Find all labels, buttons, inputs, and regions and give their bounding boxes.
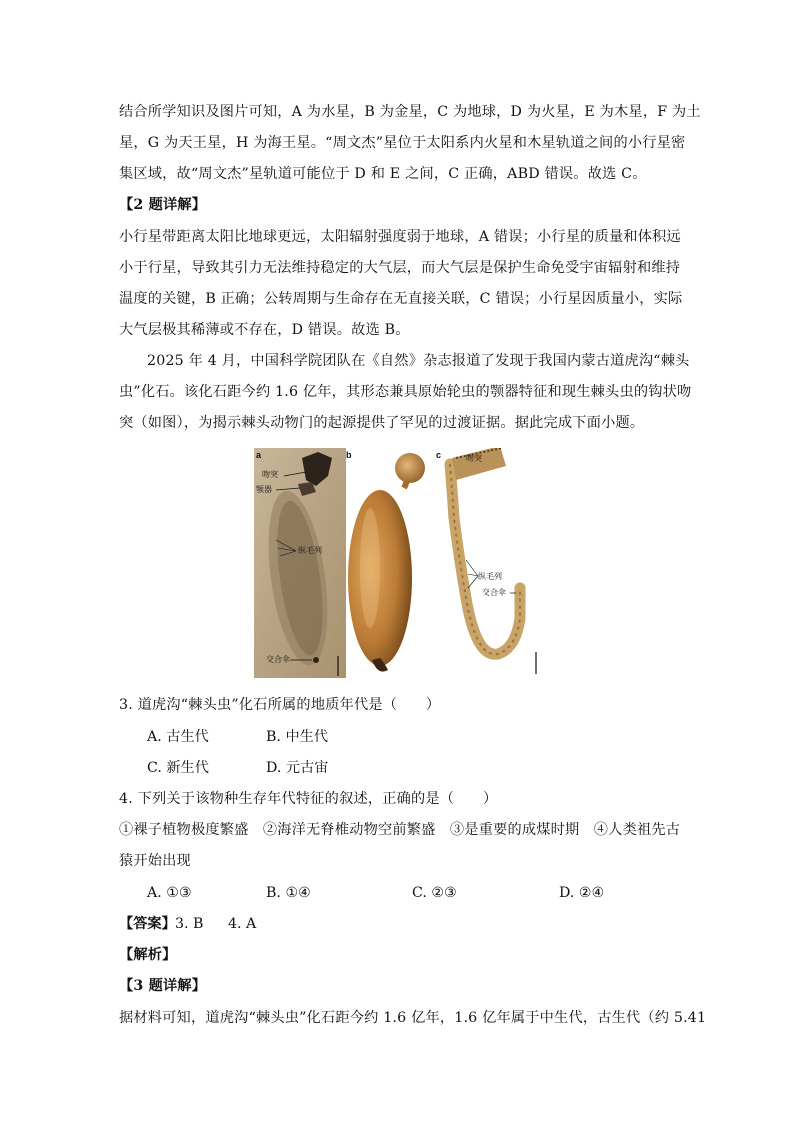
panel-b-label: b xyxy=(346,450,352,460)
analysis-heading: 【解析】 xyxy=(119,947,177,963)
answer-q4: 4. A xyxy=(228,916,257,932)
paragraph-line: 星，G 为天王星，H 为海王星。“周文杰”星位于太阳系内火星和木星轨道之间的小行星密 xyxy=(119,135,686,151)
label-setae-a: 纵毛列 xyxy=(298,546,322,555)
panel-c-label: c xyxy=(436,450,442,460)
paragraph-line: 2025 年 4 月，中国科学院团队在《自然》杂志报道了发现于我国内蒙古道虎沟“棘头 xyxy=(147,353,690,369)
paragraph-line: 据材料可知，道虎沟“棘头虫”化石距今约 1.6 亿年，1.6 亿年属于中生代，古生代（约 5.41 xyxy=(119,1010,707,1026)
section-heading-2: 【2 题详解】 xyxy=(119,197,207,213)
paragraph-line: 小行星带距离太阳比地球更远，太阳辐射强度弱于地球，A 错误；小行星的质量和体积远 xyxy=(119,229,681,245)
fossil-proboscis-c xyxy=(452,448,506,480)
paragraph-line: 集区域，故“周文杰”星轨道可能位于 D 和 E 之间，C 正确，ABD 错误。故选 C。 xyxy=(119,166,647,182)
panel-a-label: a xyxy=(256,450,262,460)
q4-option-b: B. ①④ xyxy=(266,885,311,901)
question-4-stem: 4. 下列关于该物种生存年代特征的叙述，正确的是（ ） xyxy=(119,791,498,807)
answer-label: 【答案】 xyxy=(119,916,176,932)
fossil-illustration xyxy=(254,448,550,678)
paragraph-line: 虫”化石。该化石距今约 1.6 亿年，其形态兼具原始轮虫的颚器特征和现生棘头虫的钩状吻 xyxy=(119,384,692,400)
fossil-body-b xyxy=(348,490,412,666)
paragraph-line: 温度的关键，B 正确；公转周期与生命存在无直接关联，C 错误；小行星因质量小，实际 xyxy=(119,291,683,307)
paragraph-line: 结合所学知识及图片可知，A 为水星，B 为金星，C 为地球，D 为火星，E 为木星，F 为土 xyxy=(119,104,701,120)
label-jaw: 颚器 xyxy=(256,485,272,494)
q3-option-d: D. 元古宙 xyxy=(266,760,329,776)
label-proboscis-c: 吻突 xyxy=(466,454,482,463)
fossil-head-b xyxy=(395,453,425,483)
q4-option-a: A. ①③ xyxy=(147,885,192,901)
q3-option-b: B. 中生代 xyxy=(266,729,329,745)
section-heading-3: 【3 题详解】 xyxy=(119,978,207,994)
q3-option-c: C. 新生代 xyxy=(147,760,209,776)
label-setae-c: 纵毛列 xyxy=(478,572,502,581)
q4-statements-cont: 猿开始出现 xyxy=(119,853,191,869)
paragraph-line: 突（如图），为揭示棘头动物门的起源提供了罕见的过渡证据。据此完成下面小题。 xyxy=(119,415,645,431)
fossil-figure xyxy=(254,448,550,678)
q4-option-d: D. ②④ xyxy=(559,885,605,901)
paragraph-line: 小于行星，导致其引力无法维持稳定的大气层，而大气层是保护生命免受宇宙辐射和维持 xyxy=(119,260,681,276)
label-bursa-c: 交合伞 xyxy=(482,588,506,597)
answer-q3: 3. B xyxy=(175,916,204,932)
label-bursa-a: 交合伞 xyxy=(266,655,290,664)
label-proboscis-a: 吻突 xyxy=(262,470,278,479)
q4-statements: ①裸子植物极度繁盛 ②海洋无脊椎动物空前繁盛 ③是重要的成煤时期 ④人类祖先古 xyxy=(119,822,681,838)
q4-option-c: C. ②③ xyxy=(412,885,457,901)
paragraph-line: 大气层极其稀薄或不存在，D 错误。故选 B。 xyxy=(119,322,410,338)
fossil-body-c xyxy=(450,464,520,654)
question-3-stem: 3. 道虎沟“棘头虫”化石所属的地质年代是（ ） xyxy=(119,697,441,713)
q3-option-a: A. 古生代 xyxy=(147,729,209,745)
